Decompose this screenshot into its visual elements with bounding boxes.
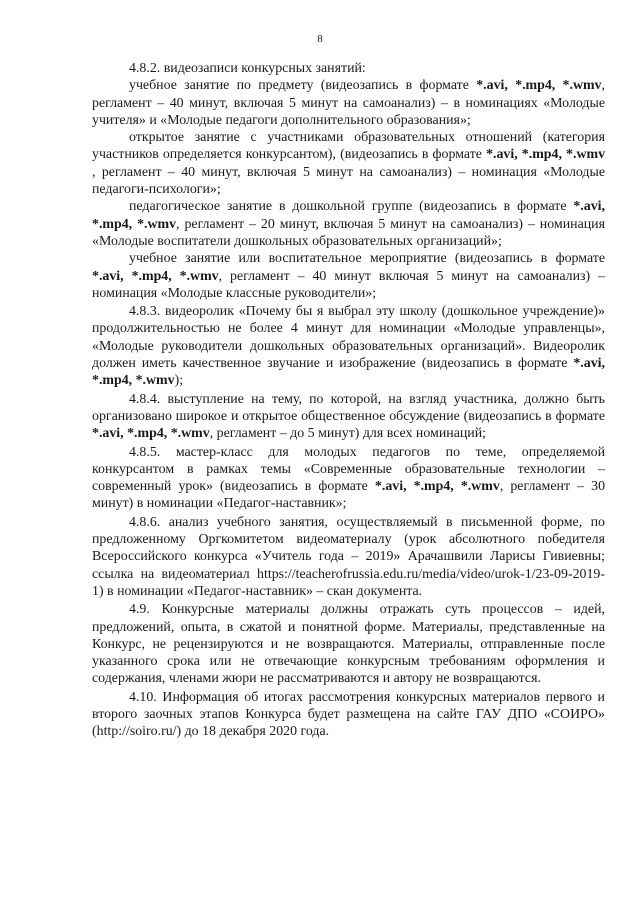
text-run: педагогическое занятие в дошкольной группе (видеозапись в формате xyxy=(129,199,574,215)
text-run: 4.10. Информация об итогах рассмотрения конкурсных материалов первого и второго заочных этапов Конкурса будет размещена на сайте ГАУ ДПО «СОИРО» (http://soiro.ru/) до 18 декабря 2020 года. xyxy=(92,689,605,740)
format-list-bold: *.avi, *.mp4, *.wmv xyxy=(92,199,605,232)
paragraph-482-a xyxy=(92,77,605,129)
document-body xyxy=(92,60,605,741)
text-run: открытое занятие с участниками образовательных отношений (категория участников определяется конкурсантом), (видеозапись в формате xyxy=(92,130,605,163)
paragraph-485 xyxy=(92,444,605,513)
paragraph-482-b xyxy=(92,129,605,198)
text-run: , регламент – 40 минут, включая 5 минут на самоанализ) – в номинациях «Молодые учителя» и «Молодые педагоги дополнительного образования»; xyxy=(92,78,605,128)
text-run: учебное занятие по предмету (видеозапись в формате xyxy=(129,78,477,94)
text-run: , регламент – 40 минут включая 5 минут на самоанализ) – номинация «Молодые классные руководители»; xyxy=(92,268,605,301)
text-run: 4.9. Конкурсные материалы должны отражать суть процессов – идей, предложений, опыта, в сжатой и понятной форме. Материалы, представленные на Конкурс, не рецензируются и не возвращаются. Материалы, отправленные после указанного срока или не отвечающие конкурсным требованиям оформления и содержания, членами жюри не рассматриваются и автору не возвращаются. xyxy=(92,602,605,687)
format-list-bold: *.avi, *.mp4, *.wmv xyxy=(486,147,606,163)
format-list-bold: *.avi, *.mp4, *.wmv xyxy=(92,268,219,284)
text-run: 4.8.6. анализ учебного занятия, осуществляемый в письменной форме, по предложенному Оргкомитетом видеоматериалу (урок абсолютного победителя Всероссийского конкурса «Учитель года – 2019» Арачашвили Ларисы Гивиевны; ссылка на видеоматериал https://teacherofrussia.edu.ru/media/video/urok-1/23-09-2019-1) в номинации «Педагог-наставник» – скан документа. xyxy=(92,514,605,599)
text-run: , регламент – до 5 минут) для всех номинаций; xyxy=(209,426,487,442)
paragraph-482-d xyxy=(92,250,605,302)
paragraph-482-c xyxy=(92,198,605,250)
text-run: 4.8.5. мастер-класс для молодых педагогов по теме, определяемой конкурсантом в рамках темы «Современные образовательные технологии – современный урок» (видеозапись в формате xyxy=(92,444,605,495)
text-run: 4.8.2. видеозаписи конкурсных занятий: xyxy=(129,61,366,76)
paragraph-483 xyxy=(92,303,605,389)
text-run: , регламент – 40 минут, включая 5 минут на самоанализ) – номинация «Молодые педагоги-психологи»; xyxy=(92,164,605,198)
format-list-bold: *.avi, *.mp4, *.wmv xyxy=(92,426,210,442)
page-number: 8 xyxy=(317,33,323,45)
text-run: , регламент – 20 минут, включая 5 минут на самоанализ) – номинация «Молодые воспитатели дошкольных образовательных организаций»; xyxy=(92,216,605,249)
paragraph-410 xyxy=(92,689,605,741)
format-list-bold: *.avi, *.mp4, *.wmv xyxy=(374,479,500,495)
paragraph-49 xyxy=(92,601,605,687)
text-run: , регламент – 30 минут) в номинации «Педагог-наставник»; xyxy=(92,479,606,512)
format-list-bold: *.avi, *.mp4, *.wmv xyxy=(92,356,605,389)
text-run: 4.8.4. выступление на тему, по которой, на взгляд участника, должно быть организовано широкое и открытое общественное обсуждение (видеозапись в формате xyxy=(92,391,605,424)
text-run: учебное занятие или воспитательное мероприятие (видеозапись в формате xyxy=(129,251,605,267)
text-run: 4.8.3. видеоролик «Почему бы я выбрал эту школу (дошкольное учреждение)» продолжительностью не более 4 минут для номинации «Молодые управленцы», «Молодые руководители дошкольных образовательных организаций». Видеоролик должен иметь качественное звучание и изображение (видеозапись в формате xyxy=(92,304,605,372)
paragraph-482-heading xyxy=(92,60,605,77)
paragraph-484 xyxy=(92,391,605,443)
paragraph-486 xyxy=(92,514,605,600)
format-list-bold: *.avi, *.mp4, *.wmv xyxy=(476,78,602,94)
text-run: ); xyxy=(174,373,184,389)
